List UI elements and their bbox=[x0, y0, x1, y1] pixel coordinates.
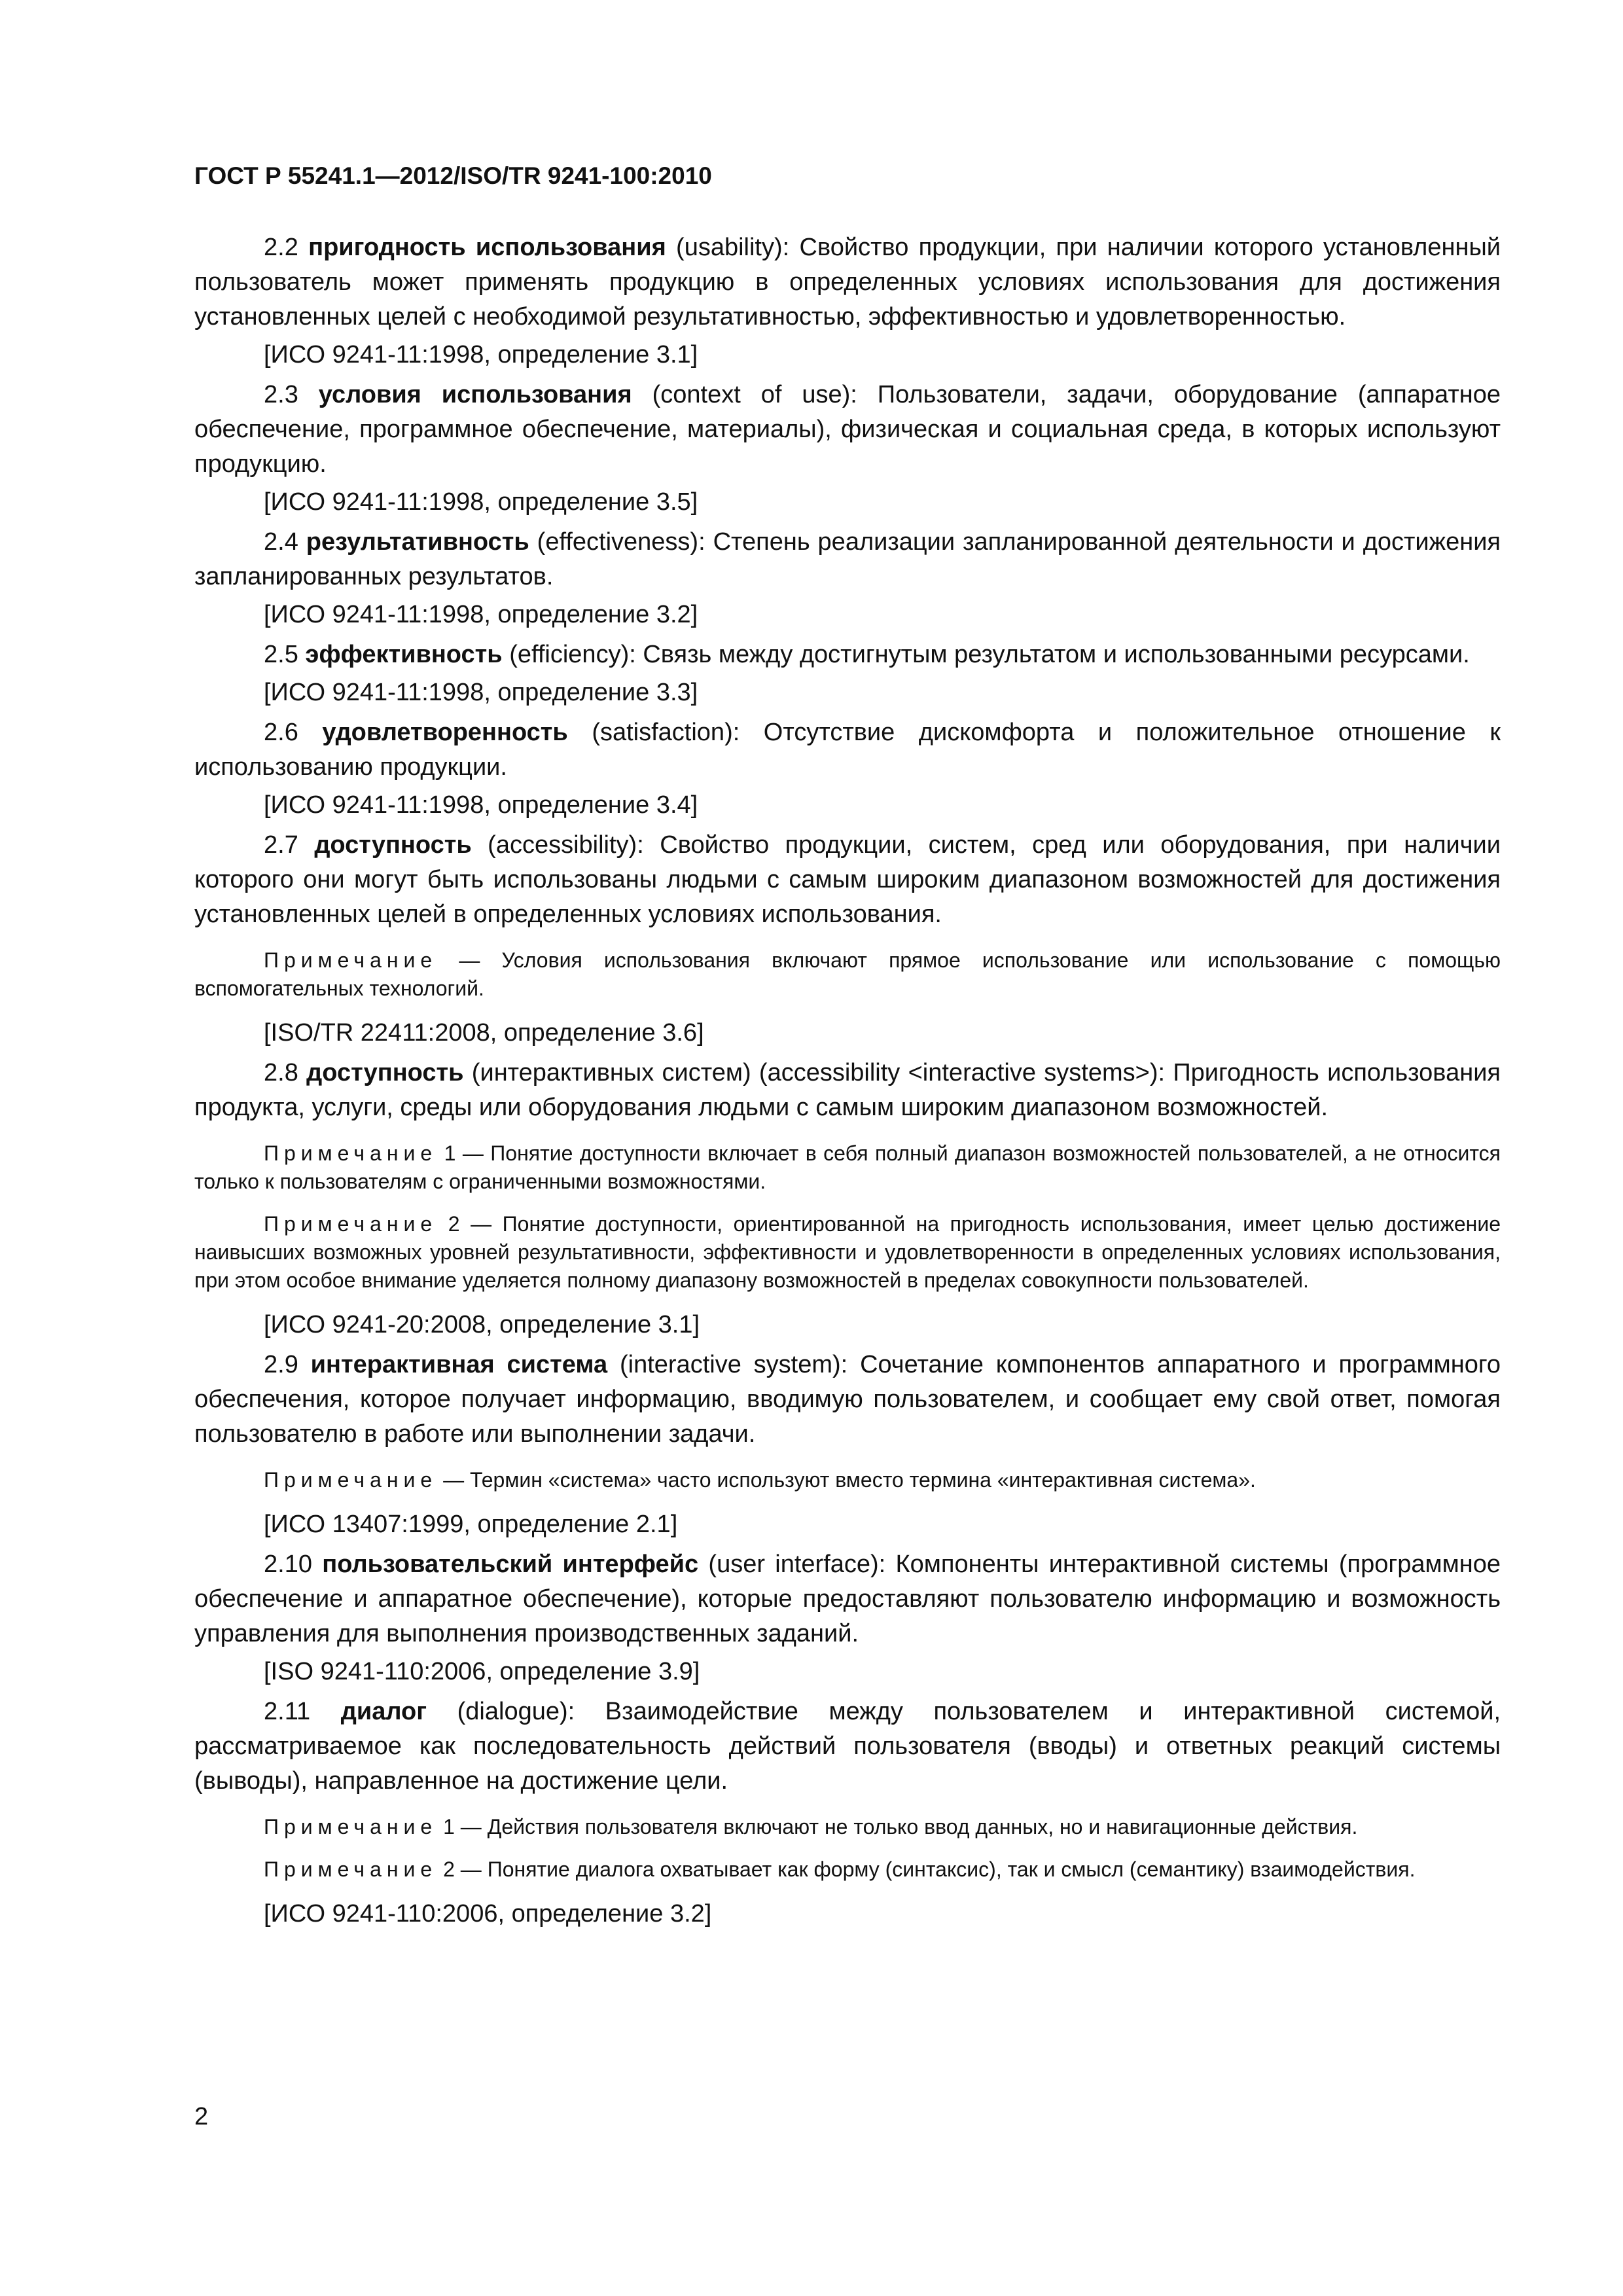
term-entry bbox=[194, 230, 1501, 372]
term-name: доступность bbox=[306, 1059, 464, 1086]
term-source: [ИСО 9241-11:1998, определение 3.2] bbox=[264, 601, 698, 628]
term-definition-text: (context of use): Пользователи, задачи, оборудование (аппаратное обеспечение, программное обеспечение, материалы), физическая и социальная среда, в которых используют продукцию. bbox=[194, 381, 1501, 478]
term-number: 2.7 bbox=[264, 831, 298, 859]
term-note bbox=[194, 1210, 1501, 1295]
term-number: 2.2 bbox=[264, 234, 298, 261]
term-definition bbox=[194, 1348, 1501, 1452]
term-entry bbox=[194, 1056, 1501, 1342]
term-source: [ИСО 9241-11:1998, определение 3.3] bbox=[264, 679, 698, 706]
note-text: — Термин «система» часто используют вместо термина «интерактивная система». bbox=[437, 1468, 1256, 1492]
note-text: 1 — Понятие доступности включает в себя полный диапазон возможностей пользователей, а не относится только к пользователям с ограниченными возможностями. bbox=[194, 1141, 1501, 1193]
term-name: интерактивная система bbox=[310, 1351, 608, 1378]
term-note bbox=[194, 1139, 1501, 1196]
term-name: пользовательский интерфейс bbox=[322, 1551, 699, 1578]
term-definition bbox=[194, 715, 1501, 785]
note-text: 1 — Действия пользователя включают не только ввод данных, но и навигационные действия. bbox=[437, 1815, 1358, 1839]
note-text: — Условия использования включают прямое использование или использование с помощью вспомогательных технологий. bbox=[194, 948, 1501, 1000]
term-entry bbox=[194, 1348, 1501, 1542]
term-note bbox=[194, 1813, 1501, 1841]
term-name: эффективность bbox=[305, 641, 503, 668]
term-name: доступность bbox=[314, 831, 472, 859]
note-label: Примечание bbox=[264, 948, 438, 972]
page-number: 2 bbox=[194, 2103, 209, 2130]
term-definition-text: (интерактивных систем) (accessibility <interactive systems>): Пригодность использования продукта, услуги, среды или оборудования людьми с самым широким диапазоном возможностей. bbox=[194, 1059, 1501, 1121]
term-entry bbox=[194, 525, 1501, 632]
term-entry bbox=[194, 637, 1501, 710]
term-name: условия использования bbox=[318, 381, 632, 408]
term-definition bbox=[194, 230, 1501, 334]
term-number: 2.4 bbox=[264, 528, 298, 556]
note-text: 2 — Понятие доступности, ориентированной на пригодность использования, имеет целью достижение наивысших возможных уровней результативности, эффективности и удовлетворенности в определенных условиях использования, при этом особое внимание уделяется полному диапазону возможностей в пределах совокупности пользователей. bbox=[194, 1212, 1501, 1292]
term-name: диалог bbox=[340, 1698, 427, 1725]
term-number: 2.10 bbox=[264, 1551, 312, 1578]
term-definition-text: (dialogue): Взаимодействие между пользователем и интерактивной системой, рассматриваемое как последовательность действий пользователя (вводы) и ответных реакций системы (выводы), направленное на достижение цели. bbox=[194, 1698, 1501, 1795]
term-source: [ИСО 13407:1999, определение 2.1] bbox=[264, 1511, 678, 1538]
term-source: [ISO/TR 22411:2008, определение 3.6] bbox=[264, 1019, 704, 1047]
term-source: [ИСО 9241-11:1998, определение 3.4] bbox=[264, 791, 698, 819]
term-definition-text: (accessibility): Свойство продукции, систем, сред или оборудования, при наличии которого они могут быть использованы людьми с самым широким диапазоном возможностей для достижения установленных целей в определенных условиях использования. bbox=[194, 831, 1501, 928]
term-entry bbox=[194, 1695, 1501, 1931]
terms-section bbox=[194, 230, 1501, 1937]
note-label: Примечание bbox=[264, 1468, 438, 1492]
term-source: [ISO 9241-110:2006, определение 3.9] bbox=[264, 1658, 700, 1685]
term-number: 2.9 bbox=[264, 1351, 298, 1378]
term-number: 2.5 bbox=[264, 641, 298, 668]
note-label: Примечание bbox=[264, 1815, 438, 1839]
term-definition bbox=[194, 637, 1501, 672]
term-definition-text: (effectiveness): Степень реализации запланированной деятельности и достижения запланированных результатов. bbox=[194, 528, 1501, 590]
term-source: [ИСО 9241-11:1998, определение 3.1] bbox=[264, 341, 698, 368]
term-entry bbox=[194, 1547, 1501, 1689]
term-source: [ИСО 9241-110:2006, определение 3.2] bbox=[264, 1900, 712, 1928]
term-definition-text: (user interface): Компоненты интерактивной системы (программное обеспечение и аппаратное обеспечение), которые предоставляют пользователю информацию и возможность управления для выполнения производственных заданий. bbox=[194, 1551, 1501, 1647]
term-definition bbox=[194, 828, 1501, 932]
term-definition bbox=[194, 525, 1501, 594]
note-text: 2 — Понятие диалога охватывает как форму (синтаксис), так и смысл (семантику) взаимодействия. bbox=[437, 1857, 1416, 1881]
term-name: удовлетворенность bbox=[322, 719, 568, 746]
term-note bbox=[194, 946, 1501, 1003]
note-label: Примечание bbox=[264, 1857, 438, 1881]
term-definition-text: (satisfaction): Отсутствие дискомфорта и положительное отношение к использованию продукции. bbox=[194, 719, 1501, 781]
term-definition bbox=[194, 1547, 1501, 1651]
term-definition bbox=[194, 1056, 1501, 1125]
term-definition bbox=[194, 378, 1501, 482]
term-number: 2.3 bbox=[264, 381, 298, 408]
term-source: [ИСО 9241-11:1998, определение 3.5] bbox=[264, 488, 698, 516]
term-note bbox=[194, 1856, 1501, 1884]
term-definition bbox=[194, 1695, 1501, 1799]
term-entry bbox=[194, 715, 1501, 823]
term-note bbox=[194, 1466, 1501, 1494]
document-header: ГОСТ Р 55241.1—2012/ISO/TR 9241-100:2010 bbox=[194, 162, 712, 189]
term-definition-text: (usability): Свойство продукции, при наличии которого установленный пользователь может применять продукцию в определенных условиях использования для достижения установленных целей с необходимой результативностью, эффективностью и удовлетворенностью. bbox=[194, 234, 1501, 331]
term-entry bbox=[194, 828, 1501, 1050]
term-entry bbox=[194, 378, 1501, 520]
term-definition-text: (efficiency): Связь между достигнутым результатом и использованными ресурсами. bbox=[502, 641, 1470, 668]
term-number: 2.6 bbox=[264, 719, 298, 746]
term-source: [ИСО 9241-20:2008, определение 3.1] bbox=[264, 1311, 700, 1338]
term-definition-text: (interactive system): Сочетание компонентов аппаратного и программного обеспечения, которое получает информацию, вводимую пользователем, и сообщает ему свой ответ, помогая пользователю в работе или выполнении задачи. bbox=[194, 1351, 1501, 1448]
term-name: пригодность использования bbox=[308, 234, 666, 261]
note-label: Примечание bbox=[264, 1212, 438, 1236]
term-number: 2.11 bbox=[264, 1698, 311, 1725]
term-number: 2.8 bbox=[264, 1059, 298, 1086]
note-label: Примечание bbox=[264, 1141, 438, 1165]
term-name: результативность bbox=[306, 528, 529, 556]
